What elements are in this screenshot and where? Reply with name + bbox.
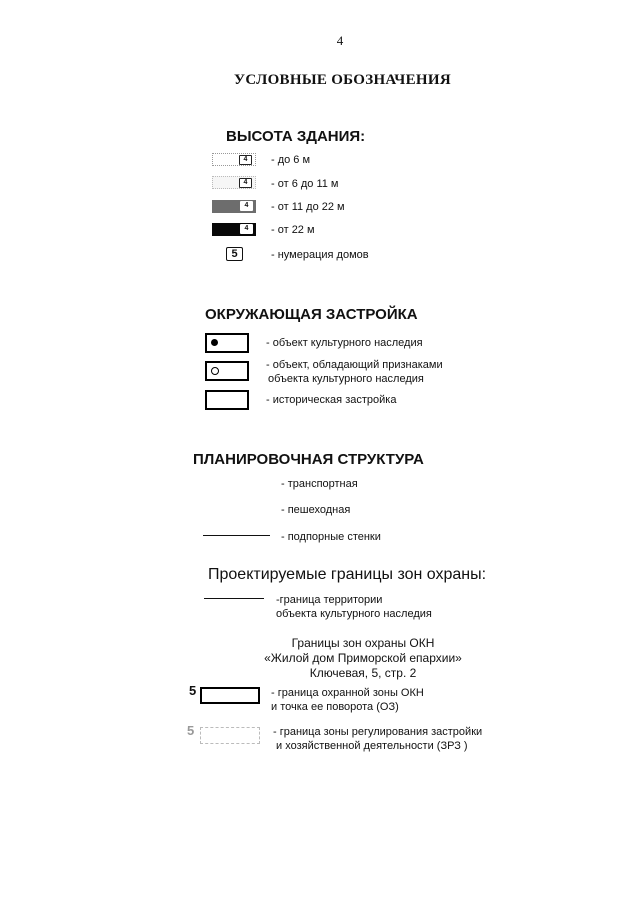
territory-boundary-line — [204, 598, 264, 599]
oz-turn-point-number: 5 — [189, 683, 197, 698]
oz-label-line2: и точка ее поворота (ОЗ) — [271, 701, 399, 713]
oz-boundary-symbol — [200, 687, 260, 704]
building-height-heading: ВЫСОТА ЗДАНИЯ: — [226, 128, 366, 145]
okn-caption-line1: Границы зон охраны ОКН — [291, 636, 435, 650]
pedestrian-label: - пешеходная — [281, 504, 351, 516]
height-swatch-11-22m — [212, 200, 256, 213]
height-swatch-under-6m — [212, 153, 256, 166]
height-label-over-22m: - от 22 м — [271, 224, 315, 236]
page-number: 4 — [336, 33, 344, 48]
heritage-signs-label-line2: объекта культурного наследия — [268, 373, 424, 385]
zrz-boundary-symbol — [200, 727, 260, 744]
retaining-wall-line — [203, 535, 270, 536]
heritage-signs-label-line1: - объект, обладающий признаками — [266, 359, 443, 371]
house-tag: 4 — [240, 224, 253, 234]
page-title: УСЛОВНЫЕ ОБОЗНАЧЕНИЯ — [234, 72, 451, 88]
retaining-wall-label: - подпорные стенки — [281, 531, 381, 543]
surrounding-heading: ОКРУЖАЮЩАЯ ЗАСТРОЙКА — [205, 306, 418, 323]
heritage-object-label: - объект культурного наследия — [266, 337, 423, 349]
oz-label-line1: - граница охранной зоны ОКН — [271, 687, 424, 699]
height-label-11-22m: - от 11 до 22 м — [271, 201, 345, 213]
house-number-symbol: 5 — [226, 247, 243, 261]
heritage-object-symbol — [205, 333, 249, 353]
okn-caption-line2: «Жилой дом Приморской епархии» — [264, 651, 462, 665]
planning-heading: ПЛАНИРОВОЧНАЯ СТРУКТУРА — [193, 451, 424, 468]
house-tag: 4 — [240, 201, 253, 211]
historic-buildings-label: - историческая застройка — [266, 394, 397, 406]
zrz-label-line1: - граница зоны регулирования застройки — [273, 726, 483, 738]
height-label-under-6m: - до 6 м — [271, 154, 311, 166]
height-swatch-6-11m — [212, 176, 256, 189]
filled-dot-icon — [211, 339, 218, 346]
open-dot-icon — [211, 367, 219, 375]
house-number-label: - нумерация домов — [271, 249, 369, 261]
territory-label-line2: объекта культурного наследия — [276, 608, 432, 620]
house-tag: 4 — [239, 178, 252, 188]
height-swatch-over-22m — [212, 223, 256, 236]
protection-heading: Проектируемые границы зон охраны: — [208, 566, 487, 583]
zrz-label-line2: и хозяйственной деятельности (ЗРЗ ) — [276, 740, 468, 752]
historic-buildings-symbol — [205, 390, 249, 410]
transport-label: - транспортная — [281, 478, 358, 490]
okn-caption-line3: Ключевая, 5, стр. 2 — [309, 666, 417, 680]
heritage-signs-symbol — [205, 361, 249, 381]
territory-label-line1: -граница территории — [276, 594, 383, 606]
height-label-6-11m: - от 6 до 11 м — [271, 178, 339, 190]
zrz-turn-point-number: 5 — [187, 723, 195, 738]
house-tag: 4 — [239, 155, 252, 165]
